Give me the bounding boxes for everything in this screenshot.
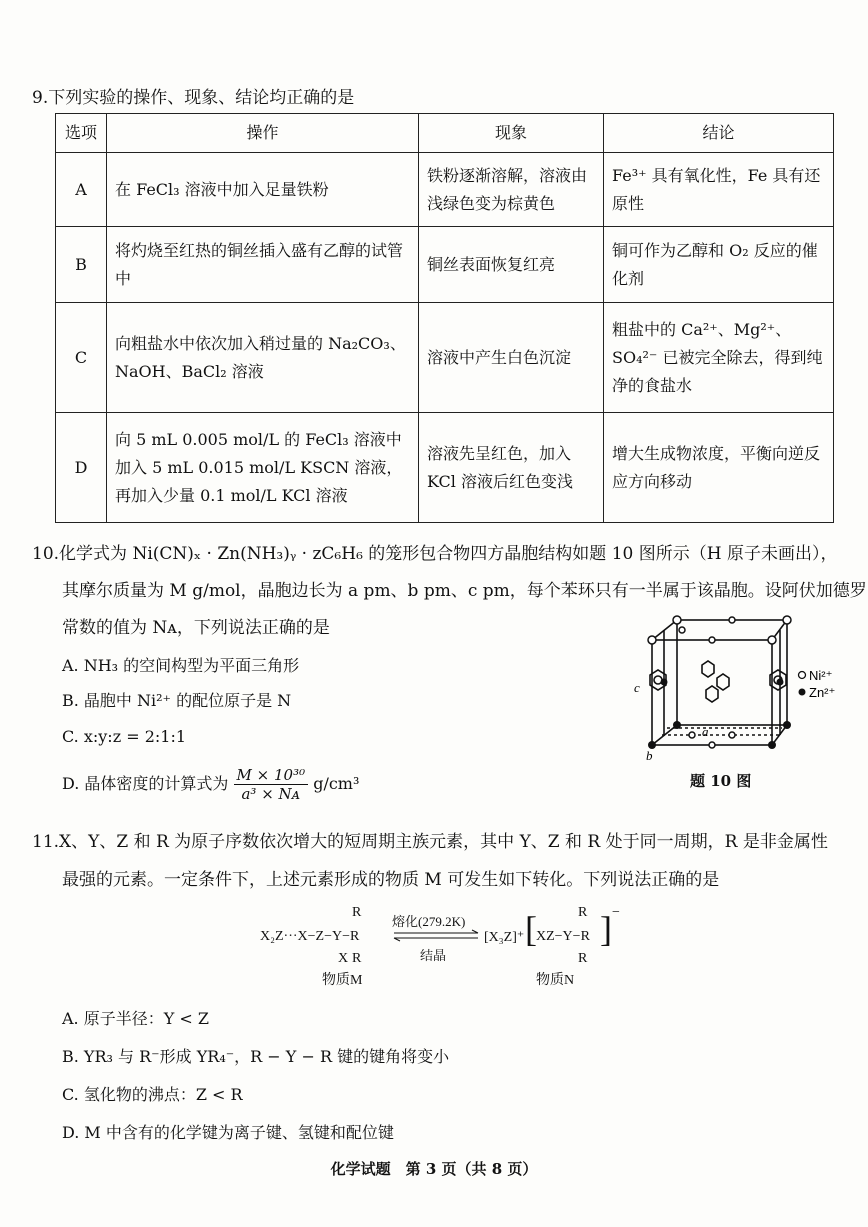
row-conclusion: Fe³⁺ 具有氧化性，Fe 具有还原性 bbox=[604, 153, 834, 227]
sub-r-top-left: R bbox=[352, 905, 362, 920]
row-phenomenon: 铁粉逐渐溶解，溶液由浅绿色变为棕黄色 bbox=[419, 153, 604, 227]
q10-line1: 10.化学式为 Ni(CN)ₓ · Zn(NH₃)ᵧ · zC₆H₆ 的笼形包合物四方晶胞结构如题 10 图所示（H 原子未画出）， bbox=[32, 544, 838, 564]
row-operation: 将灼烧至红热的铜丝插入盛有乙醇的试管中 bbox=[107, 227, 419, 303]
zn-legend-icon bbox=[799, 689, 806, 696]
fraction-denominator: a³ × Nᴀ bbox=[241, 785, 301, 803]
label-c: c bbox=[634, 680, 640, 695]
row-operation: 向 5 mL 0.005 mol/L 的 FeCl₃ 溶液中加入 5 mL 0.015 mol/L KSCN 溶液，再加入少量 0.1 mol/L KCl 溶液 bbox=[107, 413, 419, 523]
row-conclusion: 粗盐中的 Ca²⁺、Mg²⁺、SO₄²⁻ 已被完全除去，得到纯净的食盐水 bbox=[604, 303, 834, 413]
equilibrium-arrow-icon bbox=[392, 929, 482, 943]
equation-cation: [X₃Z]⁺ bbox=[484, 930, 525, 945]
label-b: b bbox=[646, 748, 653, 763]
legend-ni: Ni²⁺ bbox=[809, 668, 833, 683]
q9-table bbox=[55, 113, 834, 523]
q11-option-c: C. 氢化物的沸点：Z < R bbox=[62, 1085, 243, 1104]
row-key: A bbox=[56, 153, 107, 227]
right-bracket: ] bbox=[600, 909, 612, 949]
equation-anion: XZ−Y−R bbox=[536, 929, 590, 944]
q11-line2: 最强的元素。一定条件下，上述元素形成的物质 M 可发生如下转化。下列说法正确的是 bbox=[62, 870, 720, 890]
row-phenomenon: 溶液中产生白色沉淀 bbox=[419, 303, 604, 413]
label-a: a bbox=[702, 724, 709, 739]
sub-r-bottom-right: R bbox=[578, 951, 588, 966]
density-fraction bbox=[234, 766, 309, 803]
label-substance-n: 物质N bbox=[536, 973, 575, 988]
table-row bbox=[56, 303, 834, 413]
q10-option-a: A. NH₃ 的空间构型为平面三角形 bbox=[62, 656, 300, 675]
fraction-numerator: M × 10³⁰ bbox=[234, 766, 309, 785]
row-key: B bbox=[56, 227, 107, 303]
figure-caption: 题 10 图 bbox=[690, 772, 752, 790]
table-row bbox=[56, 153, 834, 227]
q9-stem: 9.下列实验的操作、现象、结论均正确的是 bbox=[32, 88, 355, 108]
q11-option-a: A. 原子半径：Y < Z bbox=[62, 1009, 209, 1028]
label-substance-m: 物质M bbox=[322, 973, 363, 988]
row-operation: 在 FeCl₃ 溶液中加入足量铁粉 bbox=[107, 153, 419, 227]
row-conclusion: 铜可作为乙醇和 O₂ 反应的催化剂 bbox=[604, 227, 834, 303]
arrow-top-label: 熔化(279.2K) bbox=[392, 914, 466, 929]
option-d-prefix: D. 晶体密度的计算式为 bbox=[62, 774, 229, 793]
reaction-scheme bbox=[260, 905, 620, 990]
left-bracket: [ bbox=[525, 909, 537, 949]
row-operation: 向粗盐水中依次加入稍过量的 Na₂CO₃、NaOH、BaCl₂ 溶液 bbox=[107, 303, 419, 413]
row-key: C bbox=[56, 303, 107, 413]
option-d-unit: g/cm³ bbox=[313, 774, 360, 793]
sub-x: X bbox=[338, 951, 349, 966]
header-operation: 操作 bbox=[107, 114, 419, 153]
row-phenomenon: 溶液先呈红色，加入 KCl 溶液后红色变浅 bbox=[419, 413, 604, 523]
q10-line3: 常数的值为 Nᴀ，下列说法正确的是 bbox=[62, 618, 330, 638]
q11-line1: 11.X、Y、Z 和 R 为原子序数依次增大的短周期主族元素，其中 Y、Z 和 R 处于同一周期，R 是非金属性 bbox=[32, 832, 828, 852]
q11-option-b: B. YR₃ 与 R⁻形成 YR₄⁻，R − Y − R 键的键角将变小 bbox=[62, 1047, 450, 1066]
legend-zn: Zn²⁺ bbox=[809, 685, 836, 700]
header-conclusion: 结论 bbox=[604, 114, 834, 153]
table-row bbox=[56, 227, 834, 303]
sub-r-top-right: R bbox=[578, 905, 588, 920]
row-phenomenon: 铜丝表面恢复红亮 bbox=[419, 227, 604, 303]
header-key: 选项 bbox=[56, 114, 107, 153]
equation-left: X₂Z···X−Z−Y−R bbox=[260, 929, 360, 944]
header-phenomenon: 现象 bbox=[419, 114, 604, 153]
q11-option-d: D. M 中含有的化学键为离子键、氢键和配位键 bbox=[62, 1123, 394, 1142]
page-footer: 化学试题 第 3 页（共 8 页） bbox=[330, 1160, 538, 1178]
crystal-cell-figure bbox=[622, 610, 862, 790]
arrow-bottom-label: 结晶 bbox=[420, 948, 447, 963]
q10-option-b: B. 晶胞中 Ni²⁺ 的配位原子是 N bbox=[62, 691, 292, 710]
row-key: D bbox=[56, 413, 107, 523]
ni-legend-icon bbox=[799, 672, 806, 679]
anion-charge: − bbox=[612, 905, 620, 920]
table-row bbox=[56, 413, 834, 523]
q10-option-d bbox=[62, 766, 359, 803]
q10-option-c: C. x:y:z = 2:1:1 bbox=[62, 727, 187, 746]
q10-line2: 其摩尔质量为 M g/mol，晶胞边长为 a pm、b pm、c pm，每个苯环只有一半属于该晶胞。设阿伏加德罗 bbox=[62, 581, 867, 601]
row-conclusion: 增大生成物浓度，平衡向逆反应方向移动 bbox=[604, 413, 834, 523]
table-header-row bbox=[56, 114, 834, 153]
sub-r-bottom-left: R bbox=[352, 951, 362, 966]
